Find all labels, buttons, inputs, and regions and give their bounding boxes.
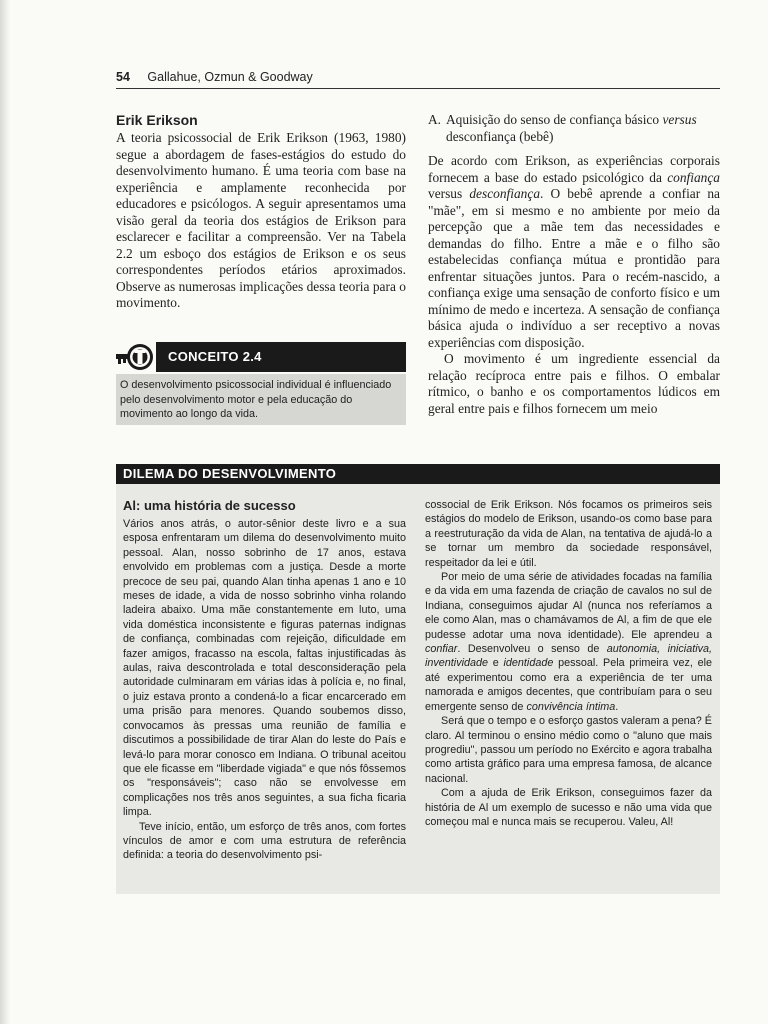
page-edge-shadow: [0, 0, 10, 1024]
key-icon: [116, 340, 154, 374]
dilemma-left-paragraph-1: Vários anos atrás, o autor-sênior deste livro e a sua esposa enfrentaram um dilema do desenvolvimento muito pessoal. Alan, nosso sobrinho de 17 anos, estava envolvido em problemas com a justiça. Desde a morte precoce de seu pai, quando Alan tinha apenas 1 ano e 10 meses de idade, a vida de nosso sobrinho vinha rolando ladeira abaixo. Uma mãe constantemente em luto, uma vida doméstica inconsistente e figuras paternas indignas de confiança, combinadas com rejeição, dificuldade em fazer amigos, fracasso na escola, faltas injustificadas às aulas, raiva descontrolada e total desconsideração pela autoridade culminaram em várias idas à polícia e, no final, o juiz estava pronto a condená-lo a ficar encarcerado em uma prisão para menores. Quando soubemos disso, convocamos às pressas uma reunião de família e discutimos a possibilidade de tirar Alan do leste do País e levá-lo para morar conosco em Indiana. O tribunal aceitou que ele ficasse em "liberdade vigiada" e que nós fôssemos os "responsáveis"; caso não se envolvesse em complicações nos três anos seguintes, a sua ficha ficaria limpa.: [123, 518, 406, 819]
erikson-intro-paragraph: A teoria psicossocial de Erik Erikson (1963, 1980) segue a abordagem de fases-estágios do estudo do desenvolvimento humano. É uma teoria com base na experiência e amplamente reconhecida por educadores e psicólogos. A seguir apresentamos uma visão geral da teoria dos estágios de Erikson para esclarecer e facilitar a compreensão. Ver na Tabela 2.2 um esboço dos estágios de Erikson e os seus correspondentes períodos etários aproximados. Observe as numerosas implicações dessa teoria para o movimento.: [116, 130, 406, 310]
trust-paragraph: De acordo com Erikson, as experiências corporais fornecem a base do estado psicológico da confiança versus desconfiança. O bebê aprende a confiar na "mãe", em si mesmo e no ambiente por meio da percepção que a mãe tem das necessidades e demandas do filho. Entre a mãe e o filho são estabelecidas confiança mútua e prontidão para enfrentar situações juntos. Para o recém-nascido, a confiança exige uma sensação de conforto físico e um mínimo de medo e incerteza. A sensação de confiança básica ajuda o indivíduo a ser receptivo a novas experiências com disposição.: [428, 153, 720, 350]
dilemma-heading: DILEMA DO DESENVOLVIMENTO: [116, 464, 720, 484]
concept-header: [116, 340, 406, 374]
dilemma-body: [116, 484, 720, 894]
concept-text: O desenvolvimento psicossocial individual é influenciado pelo desenvolvimento motor e pela educação do movimento ao longo da vida.: [116, 374, 406, 425]
header-authors: Gallahue, Ozmun & Goodway: [147, 70, 313, 84]
page-number: 54: [116, 70, 130, 84]
dilemma-title: Al: uma história de sucesso: [123, 498, 296, 513]
movement-paragraph: O movimento é um ingrediente essencial da relação recíproca entre pais e filhos. O embalar rítmico, o banho e os comportamentos lúdicos em geral entre pais e filhos fornecem um meio: [428, 351, 720, 416]
right-column: [428, 112, 720, 417]
dilemma-right-paragraph-1: cossocial de Erik Erikson. Nós focamos os primeiros seis estágios do modelo de Erikson, usando-os como base para a reestruturação da vida de Alan, na tentativa de ajudá-lo a se tornar um membro da sociedade responsável, respeitador da lei e útil.: [425, 499, 712, 569]
stage-item-a: [428, 112, 720, 145]
development-dilemma-box: [116, 464, 720, 894]
concept-box: [116, 340, 406, 425]
dilemma-left-paragraph-2: Teve início, então, um esforço de três anos, com fortes vínculos de amor e com uma estrutura de referência definida: a teoria do desenvolvimento psi-: [123, 820, 406, 862]
dilemma-right-column: [425, 498, 712, 829]
left-column: [116, 112, 406, 312]
dilemma-right-paragraph-2: Por meio de uma série de atividades focadas na família e da vida em uma fazenda de criação de cavalos no sul de Indiana, conseguimos ajudar Al (nunca nos referíamos a ele como Alan, mas o chamávamos de Al, a fim de que ele pudesse adotar uma nova identidade). Ele aprendeu a confiar. Desenvolveu o senso de autonomia, iniciativa, inventividade e identidade pessoal. Pela primeira vez, ele até experimentou como era a experiência de ter uma namorada e amigos decentes, que contribuíam para o seu emergente senso de convivência íntima.: [425, 571, 713, 713]
dilemma-left-column: [123, 498, 406, 863]
concept-heading: CONCEITO 2.4: [156, 342, 406, 372]
stage-item-text: Aquisição do senso de confiança básico versus desconfiança (bebê): [446, 112, 697, 144]
stage-item-label: A.: [428, 112, 442, 127]
section-title: Erik Erikson: [116, 112, 198, 128]
dilemma-right-paragraph-3: Será que o tempo e o esforço gastos valeram a pena? É claro. Al terminou o ensino médio como o "aluno que mais progrediu", passou um período no Exército e agora trabalha como artista gráfico para uma empresa famosa, de alcance nacional.: [425, 715, 712, 785]
dilemma-right-paragraph-4: Com a ajuda de Erik Erikson, conseguimos fazer da história de Al um exemplo de sucesso e não uma vida que começou mal e nunca mais se recuperou. Valeu, Al!: [425, 787, 712, 828]
running-header: [116, 70, 720, 89]
